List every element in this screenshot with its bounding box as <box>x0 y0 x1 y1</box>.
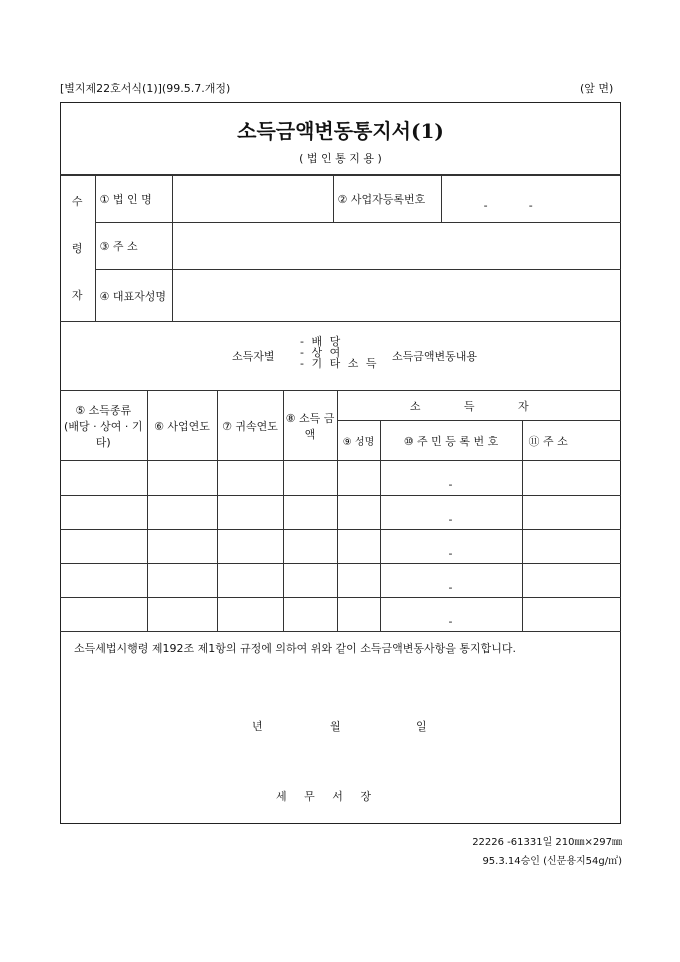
statement: 소득세법시행령 제192조 제1항의 규정에 의하여 위와 같이 소득금액변동사항을 통지합니다. <box>74 642 516 655</box>
table-cell[interactable] <box>217 598 283 632</box>
table-cell[interactable] <box>380 564 522 598</box>
table-cell[interactable] <box>217 564 283 598</box>
col-attr-year: ⑦ 귀속연도 <box>217 391 283 461</box>
table-cell[interactable] <box>283 564 337 598</box>
table-cell[interactable] <box>337 598 380 632</box>
col-addr: ⑪ 주 소 <box>522 421 621 461</box>
kind-suffix: 소득금액변동내용 <box>392 350 478 363</box>
footer-line2: 95.3.14승인 (신문용지54g/㎡) <box>482 856 622 867</box>
biz-no-field[interactable] <box>441 175 621 223</box>
table-cell[interactable] <box>283 461 337 496</box>
table-cell[interactable] <box>147 530 217 564</box>
col-amount: ⑧ 소득 금액 <box>283 391 337 461</box>
table-cell[interactable] <box>283 530 337 564</box>
table-cell[interactable] <box>60 461 147 496</box>
date-month: 월 <box>330 720 341 733</box>
biz-no-label: ② 사업자등록번호 <box>333 175 441 223</box>
table-cell[interactable] <box>522 496 621 530</box>
table-cell[interactable] <box>60 564 147 598</box>
kind-prefix: 소득자별 <box>232 350 275 363</box>
table-cell[interactable] <box>217 530 283 564</box>
col-name: ⑨ 성명 <box>337 421 380 461</box>
page-side: (앞 면) <box>580 82 614 95</box>
table-row <box>60 461 621 496</box>
table-cell[interactable] <box>147 564 217 598</box>
table-cell[interactable] <box>522 564 621 598</box>
table-cell[interactable] <box>380 496 522 530</box>
table-cell[interactable] <box>522 598 621 632</box>
footer-line1: 22226 -61331일 210㎜×297㎜ <box>472 837 622 848</box>
date-year: 년 <box>252 720 263 733</box>
table-cell[interactable] <box>380 598 522 632</box>
col-year: ⑥ 사업연도 <box>147 391 217 461</box>
table-cell[interactable] <box>337 496 380 530</box>
table-cell[interactable] <box>337 564 380 598</box>
col-rrn: ⑩ 주 민 등 록 번 호 <box>380 421 522 461</box>
corp-name-field[interactable] <box>172 175 333 223</box>
table-cell[interactable] <box>60 496 147 530</box>
form-title: 소득금액변동통지서(1) <box>237 119 444 143</box>
table-row <box>60 530 621 564</box>
table-cell[interactable] <box>337 461 380 496</box>
table-cell[interactable] <box>283 598 337 632</box>
table-cell[interactable] <box>217 461 283 496</box>
table-cell[interactable] <box>147 496 217 530</box>
table-cell[interactable] <box>522 461 621 496</box>
address-field[interactable] <box>172 223 621 270</box>
corp-name-label: ① 법 인 명 <box>95 175 172 223</box>
address-label: ③ 주 소 <box>95 223 172 270</box>
table-cell[interactable] <box>337 530 380 564</box>
table-cell[interactable] <box>147 598 217 632</box>
table-cell[interactable] <box>522 530 621 564</box>
form-number: [별지제22호서식(1)](99.5.7.개정) <box>60 82 231 95</box>
table-row <box>60 598 621 632</box>
table-cell[interactable] <box>380 530 522 564</box>
table-row <box>60 564 621 598</box>
recipient-table <box>60 174 621 322</box>
rep-name-field[interactable] <box>172 270 621 322</box>
col-kind: ⑤ 소득종류 (배당 · 상여 · 기타) <box>60 391 147 461</box>
table-cell[interactable] <box>283 496 337 530</box>
table-cell[interactable] <box>380 461 522 496</box>
table-cell[interactable] <box>60 598 147 632</box>
tax-office-head: 세 무 서 장 <box>276 790 371 803</box>
table-cell[interactable] <box>217 496 283 530</box>
date-day: 일 <box>416 720 427 733</box>
form-subtitle: ( 법 인 통 지 용 ) <box>299 152 382 165</box>
col-earner: 소 득 자 <box>337 391 621 421</box>
income-table <box>60 390 621 632</box>
table-cell[interactable] <box>147 461 217 496</box>
table-row <box>60 496 621 530</box>
recipient-label: 수 령 자 <box>60 175 95 322</box>
kind-options: - 배 당 - 상 여 - 기 타 소 득 <box>300 335 379 370</box>
rep-name-label: ④ 대표자성명 <box>95 270 172 322</box>
table-cell[interactable] <box>60 530 147 564</box>
